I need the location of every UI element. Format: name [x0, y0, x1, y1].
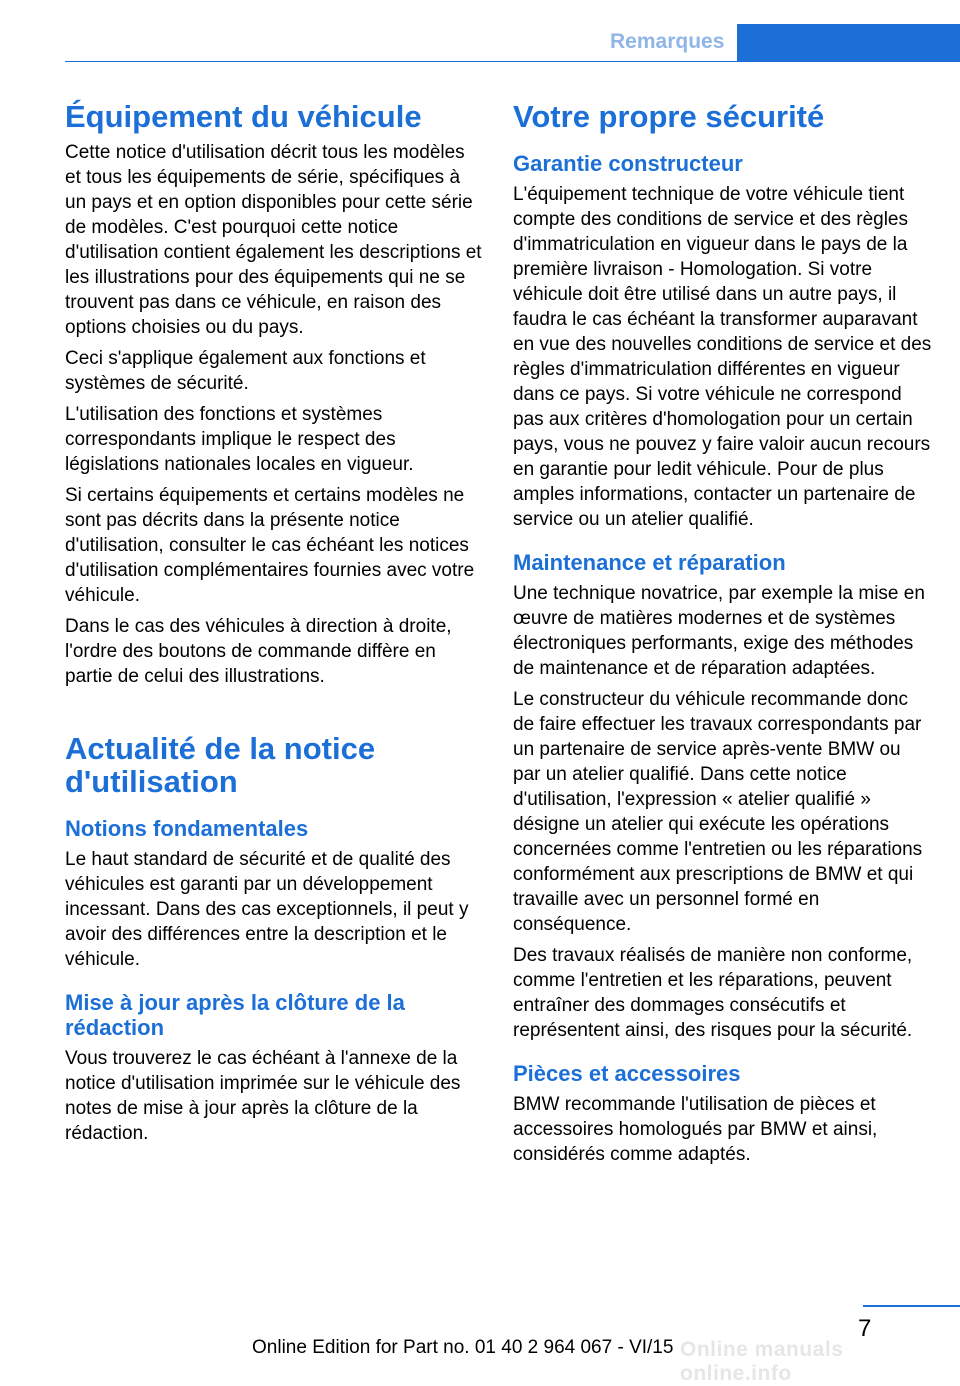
- paragraph: Dans le cas des véhicules à direction à droite, l'ordre des boutons de commande diffère en partie de celui des illustrations.: [65, 616, 452, 687]
- section-title-equipement: Équipement du véhicule: [65, 99, 422, 134]
- footer-rule: [863, 1305, 960, 1307]
- footer-edition-text: Online Edition for Part no. 01 40 2 964 067 - VI/15: [252, 1337, 674, 1358]
- subsection-title-mise-a-jour: Mise à jour après la clôture de la rédaction: [65, 990, 405, 1040]
- section-title-actualite: Actualité de la notice d'utilisation: [65, 731, 376, 799]
- section-title-securite: Votre propre sécurité: [513, 99, 825, 134]
- paragraph: Ceci s'applique également aux fonctions et systèmes de sécurité.: [65, 348, 426, 394]
- paragraph: Cette notice d'utilisation décrit tous les modèles et tous les équipements de série, spécifiques à un pays et en option disponibles pour cette série de modèles. C'est pourquoi cette notice d'utilisation contient également les descriptions et les illustrations pour des équipements qui ne se trouvent pas dans ce véhicule, en raison des options choisies ou du pays.: [65, 142, 482, 338]
- left-column: [65, 100, 485, 1146]
- header-rule: [65, 61, 737, 62]
- subsection-title-pieces: Pièces et accessoires: [513, 1061, 741, 1086]
- paragraph: Des travaux réalisés de manière non conforme, comme l'entretien et les réparations, peuvent entraîner des dommages consécutifs et représentent ainsi, des risques pour la sécurité.: [513, 945, 913, 1041]
- subsection-title-maintenance: Maintenance et réparation: [513, 550, 786, 575]
- right-column: [513, 100, 933, 1167]
- header-tab: [737, 24, 960, 62]
- paragraph: L'utilisation des fonctions et systèmes correspondants implique le respect des législations nationales locales en vigueur.: [65, 404, 414, 475]
- subsection-title-garantie: Garantie constructeur: [513, 151, 743, 176]
- paragraph: Le haut standard de sécurité et de qualité des véhicules est garanti par un développement incessant. Dans des cas exceptionnels, il peut y avoir des différences entre la description et le véhicule.: [65, 849, 469, 970]
- watermark: Online manuals online.info: [680, 1338, 844, 1385]
- page-number: 7: [858, 1315, 872, 1342]
- header-section-label: Remarques: [610, 30, 725, 53]
- paragraph: Si certains équipements et certains modèles ne sont pas décrits dans la présente notice d'utilisation, consulter le cas échéant les notices d'utilisation complémentaires fournies avec votre véhicule.: [65, 485, 475, 606]
- subsection-title-notions: Notions fondamentales: [65, 816, 309, 841]
- paragraph: Une technique novatrice, par exemple la mise en œuvre de matières modernes et de systèmes électroniques performants, exige des méthodes de maintenance et de réparation adaptées.: [513, 583, 925, 679]
- paragraph: Le constructeur du véhicule recommande donc de faire effectuer les travaux correspondants par un partenaire de service après-vente BMW ou par un atelier qualifié. Dans cette notice d'utilisation, l'expression « atelier qualifié » désigne un atelier qui exécute les opérations concernées comme l'entretien ou les réparations conformément aux prescriptions de BMW et qui travaille avec un personnel formé en conséquence.: [513, 689, 923, 935]
- paragraph: L'équipement technique de votre véhicule tient compte des conditions de service et des règles d'immatriculation en vigueur dans le pays de la première livraison - Homologation. Si votre véhicule doit être utilisé dans un autre pays, il faudra le cas échéant la transformer auparavant en vue des nouvelles conditions de service et des règles d'immatriculation différentes en vigueur dans ce pays. Si votre véhicule ne correspond pas aux critères d'homologation pour un certain pays, vous ne pouvez y faire valoir aucun recours en garantie pour ledit véhicule. Pour de plus amples informations, contacter un partenaire de service ou un atelier qualifié.: [513, 184, 932, 530]
- paragraph: Vous trouverez le cas échéant à l'annexe de la notice d'utilisation imprimée sur le véhicule des notes de mise à jour après la clôture de la rédaction.: [65, 1048, 461, 1144]
- paragraph: BMW recommande l'utilisation de pièces et accessoires homologués par BMW et ainsi, considérés comme adaptés.: [513, 1094, 878, 1165]
